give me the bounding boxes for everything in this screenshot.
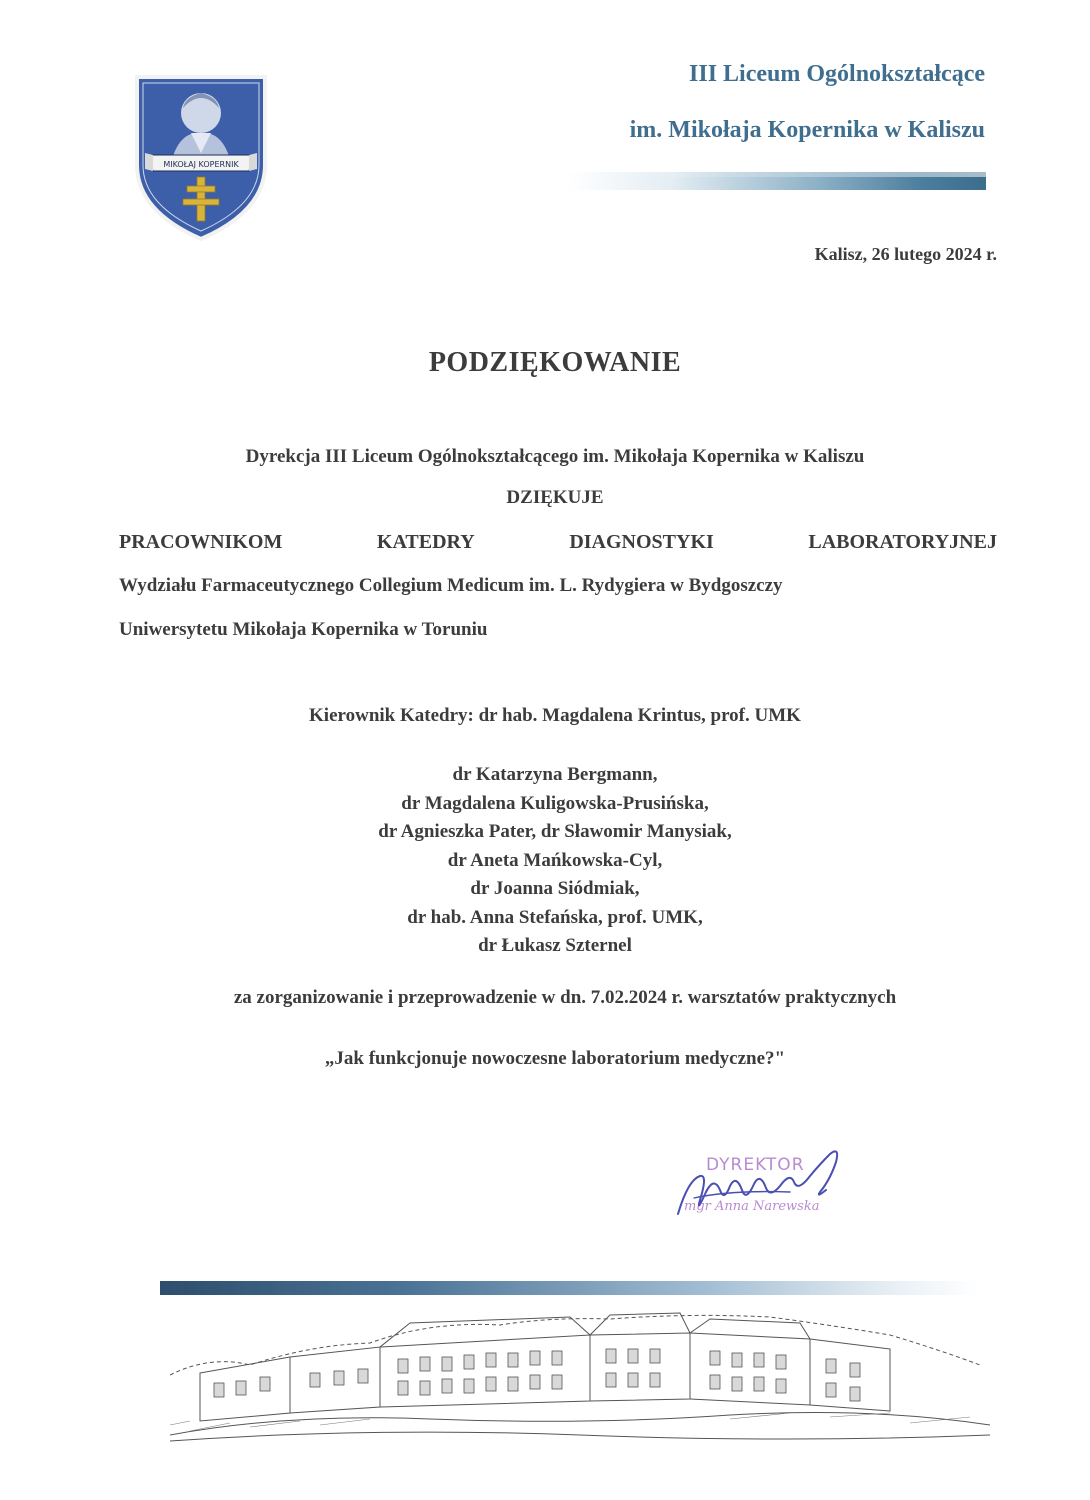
- staff-member: dr Łukasz Szternel: [478, 935, 632, 956]
- school-name-line2: im. Mikołaja Kopernika w Kaliszu: [629, 117, 985, 143]
- staff-member: dr Aneta Mańkowska-Cyl,: [447, 849, 663, 871]
- footer-decorative-bar: [160, 1281, 978, 1295]
- document-date: Kalisz, 26 lutego 2024 r.: [814, 244, 997, 264]
- stamp-role-text: DYREKTOR: [706, 1155, 805, 1175]
- staff-member: dr Magdalena Kuligowska-Prusińska,: [401, 792, 709, 814]
- staff-member: dr Joanna Siódmiak,: [470, 878, 640, 899]
- sender-line: Dyrekcja III Liceum Ogólnokształcącego im. Mikołaja Kopernika w Kaliszu: [245, 446, 865, 467]
- school-building-illustration: [170, 1295, 990, 1445]
- school-crest-icon: [131, 73, 271, 243]
- staff-member: dr hab. Anna Stefańska, prof. UMK,: [407, 906, 703, 928]
- header-decorative-bar: [568, 172, 986, 190]
- stamp-name-text: mgr Anna Narewska: [684, 1199, 820, 1214]
- recipient-word: PRACOWNIKOM: [119, 531, 283, 553]
- faculty-line: Wydziału Farmaceutycznego Collegium Medicum im. L. Rydygiera w Bydgoszczy: [119, 575, 783, 596]
- director-signature-stamp: [670, 1140, 870, 1220]
- workshop-title: „Jak funkcjonuje nowoczesne laboratorium medyczne?": [324, 1048, 786, 1069]
- university-line: Uniwersytetu Mikołaja Kopernika w Toruniu: [119, 619, 488, 640]
- recipient-word: KATEDRY: [376, 531, 475, 553]
- recipient-word: DIAGNOSTYKI: [569, 531, 714, 553]
- document-title: PODZIĘKOWANIE: [428, 347, 682, 378]
- staff-member: dr Katarzyna Bergmann,: [452, 764, 658, 785]
- thanks-word: DZIĘKUJE: [506, 487, 604, 508]
- crest-banner-text: MIKOŁAJ KOPERNIK: [163, 160, 239, 169]
- school-name-line1: III Liceum Ogólnokształcące: [689, 61, 985, 87]
- staff-member: dr Agnieszka Pater, dr Sławomir Manysiak,: [378, 821, 732, 842]
- recipients-line: [119, 531, 997, 554]
- department-head: Kierownik Katedry: dr hab. Magdalena Krintus, prof. UMK: [309, 705, 801, 726]
- staff-list: [0, 761, 1090, 961]
- closing-line: za zorganizowanie i przeprowadzenie w dn. 7.02.2024 r. warsztatów praktycznych: [233, 987, 897, 1008]
- recipient-word: LABORATORYJNEJ: [808, 531, 997, 553]
